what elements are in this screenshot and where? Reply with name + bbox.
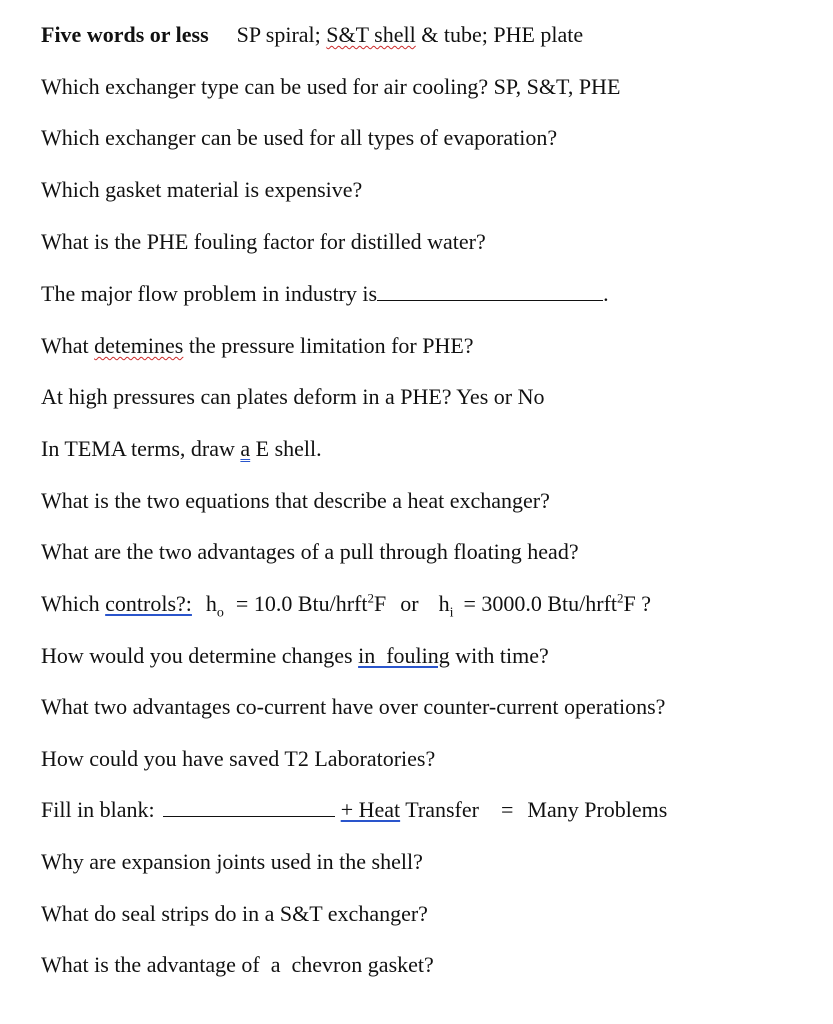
misspelled-word: detemines [94, 333, 184, 358]
question-13 [41, 642, 549, 670]
q13-pre: How would you determine changes [41, 643, 359, 668]
q13-post: with time? [449, 643, 549, 668]
question-17: Why are expansion joints used in the shell? [41, 849, 423, 874]
ho-symbol: h [205, 591, 217, 616]
q12-pre: Which [41, 591, 106, 616]
or-word: or [400, 591, 419, 616]
question-4: Which gasket material is expensive? [41, 177, 363, 202]
q9-post: E shell. [250, 436, 322, 461]
answer-blank [377, 299, 603, 301]
question-16 [41, 796, 667, 824]
question-5: What is the PHE fouling factor for distilled water? [41, 229, 486, 254]
flow-problem-text: The major flow problem in industry is [41, 281, 378, 306]
question-1 [41, 21, 583, 49]
ho-superscript: 2 [367, 590, 374, 606]
question-6 [41, 280, 609, 308]
q9-pre: In TEMA terms, draw [41, 436, 241, 461]
question-14: What two advantages co-current have over counter-current operations? [41, 694, 666, 719]
hi-symbol: h [438, 591, 450, 616]
question-19: What is the advantage of a chevron gasket? [41, 952, 434, 977]
question-7 [41, 332, 474, 360]
question-9 [41, 435, 322, 463]
equals-sign: = [500, 797, 514, 822]
fill-in-label: Fill in blank: [41, 797, 155, 822]
plus-heat: + Heat [340, 797, 401, 822]
ho-unit: F [374, 591, 387, 616]
five-words-label: Five words or less [41, 22, 209, 47]
period: . [603, 281, 609, 306]
q7-post: the pressure limitation for PHE? [183, 333, 474, 358]
ho-subscript: o [216, 605, 224, 621]
abbr-sp: SP spiral; [236, 22, 327, 47]
q7-pre: What [41, 333, 95, 358]
hi-superscript: 2 [617, 590, 624, 606]
abbr-rest: & tube; PHE plate [415, 22, 584, 47]
ho-value: = 10.0 Btu/hrft [235, 591, 368, 616]
question-3: Which exchanger can be used for all types of evaporation? [41, 125, 558, 150]
transfer-word: Transfer [400, 797, 479, 822]
question-15: How could you have saved T2 Laboratories? [41, 746, 436, 771]
question-11: What are the two advantages of a pull through floating head? [41, 539, 579, 564]
grammar-flag-article: a [240, 436, 251, 461]
question-8: At high pressures can plates deform in a PHE? Yes or No [41, 384, 545, 409]
many-problems: Many Problems [527, 797, 668, 822]
answer-blank [163, 815, 335, 817]
question-12 [41, 590, 652, 621]
hi-unit: F ? [623, 591, 652, 616]
question-18: What do seal strips do in a S&T exchanger? [41, 901, 428, 926]
question-2: Which exchanger type can be used for air cooling? SP, S&T, PHE [41, 74, 621, 99]
controls-word: controls?: [105, 591, 192, 616]
abbr-st: S&T shell [326, 22, 416, 47]
in-fouling-phrase: in fouling [358, 643, 450, 668]
question-10: What is the two equations that describe a heat exchanger? [41, 488, 550, 513]
hi-value: = 3000.0 Btu/hrft [463, 591, 618, 616]
hi-subscript: i [449, 605, 454, 621]
